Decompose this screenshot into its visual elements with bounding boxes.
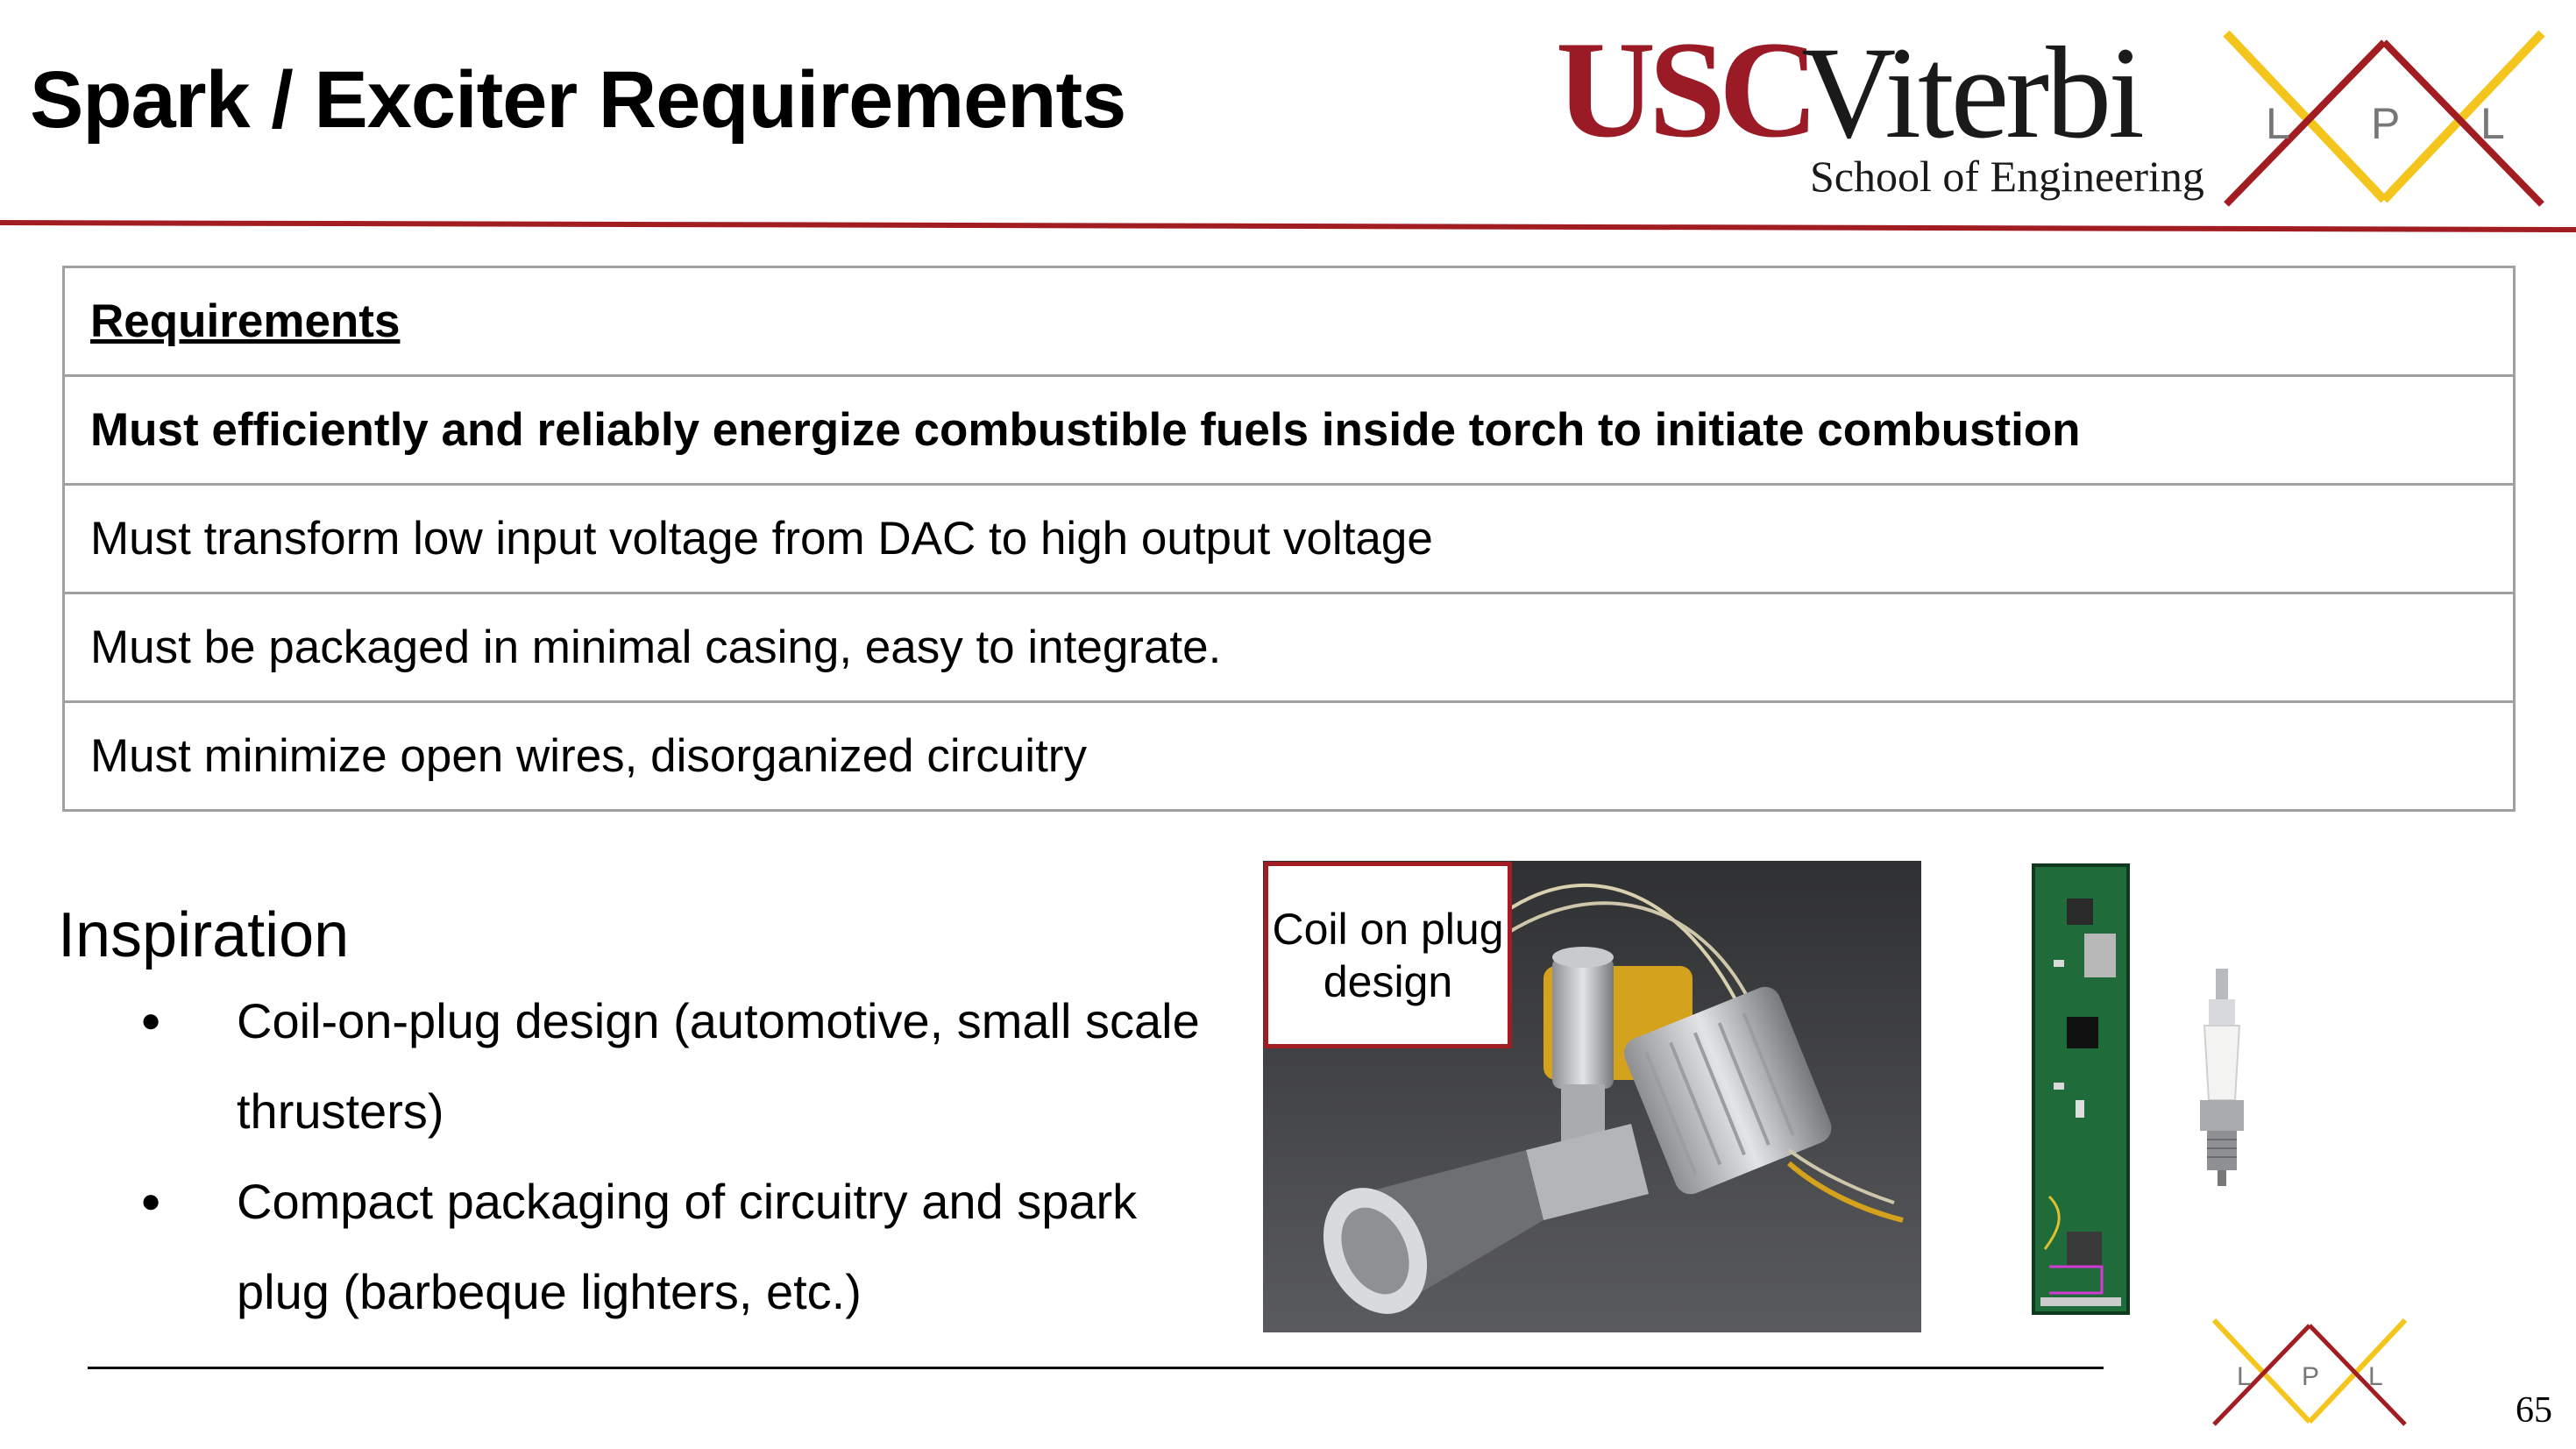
footer-rule: [88, 1367, 2104, 1369]
requirement-cell: Must be packaged in minimal casing, easy to integrate.: [64, 593, 2515, 702]
lpl-logo-small: [2209, 1315, 2410, 1429]
header-rule: [0, 217, 2576, 238]
table-row: [64, 593, 2515, 702]
lpl-letter-l2: L: [2480, 99, 2505, 148]
requirements-table: [62, 266, 2516, 812]
table-row: [64, 702, 2515, 811]
table-row: [64, 376, 2515, 485]
slide-title: Spark / Exciter Requirements: [30, 55, 1126, 145]
page-number: 65: [2516, 1390, 2552, 1431]
bullet-icon: ●: [140, 1182, 162, 1220]
viterbi-logo: Viterbi: [1801, 20, 2141, 166]
lpl-letter-l1: L: [2237, 1362, 2252, 1391]
requirements-header: Requirements: [64, 267, 2515, 376]
requirement-cell: Must transform low input voltage from DAC to high output voltage: [64, 485, 2515, 593]
list-item: [140, 976, 1210, 1156]
circuit-board-image: [2032, 863, 2130, 1315]
inspiration-heading: Inspiration: [58, 900, 350, 970]
list-item-text: Compact packaging of circuitry and spark plug (barbeque lighters, etc.): [237, 1174, 1138, 1319]
lpl-letter-l2: L: [2368, 1362, 2383, 1391]
requirement-cell: Must efficiently and reliably energize combustible fuels inside torch to initiate combustion: [64, 376, 2515, 485]
list-item: [140, 1156, 1210, 1337]
lpl-letter-p: P: [2302, 1362, 2320, 1391]
usc-logo: USC: [1556, 13, 1813, 167]
requirement-cell: Must minimize open wires, disorganized circuitry: [64, 702, 2515, 811]
coil-on-plug-label: Coil on plug design: [1264, 862, 1512, 1048]
lpl-letter-l1: L: [2266, 99, 2290, 148]
lpl-logo: [2218, 25, 2551, 213]
school-of-engineering-logo: School of Engineering: [1810, 152, 2204, 201]
table-row: [64, 267, 2515, 376]
list-item-text: Coil-on-plug design (automotive, small scale thrusters): [237, 993, 1200, 1139]
table-row: [64, 485, 2515, 593]
bullet-icon: ●: [140, 1001, 162, 1040]
inspiration-list: [140, 976, 1210, 1337]
spark-plug-image: [2182, 969, 2261, 1188]
lpl-letter-p: P: [2371, 99, 2401, 148]
